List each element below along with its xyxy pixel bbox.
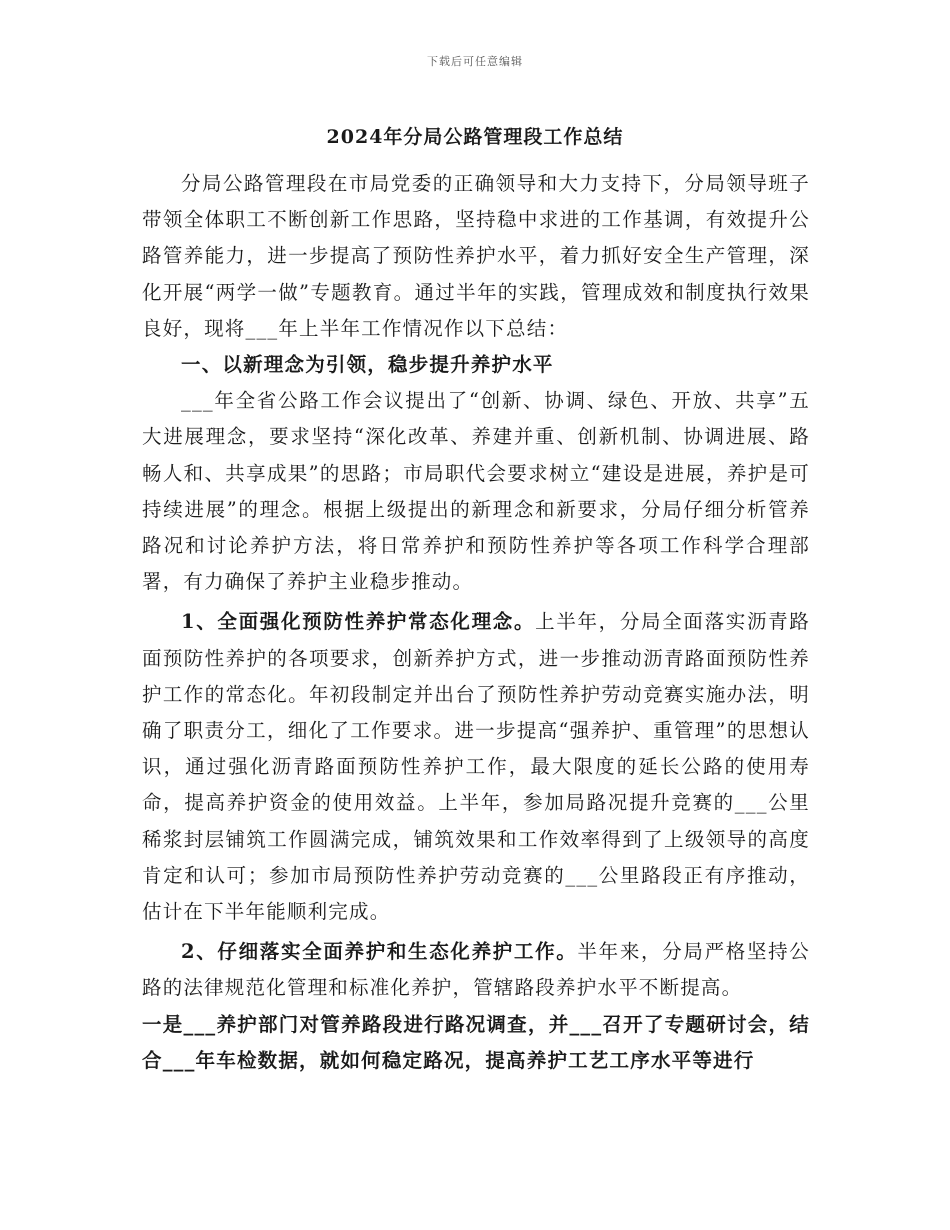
item-2-paragraph [142,934,810,1006]
page-header-note: 下载后可任意编辑 [427,55,523,68]
item-1-body: 上半年，分局全面落实沥青路面预防性养护的各项要求，创新养护方式，进一步推动沥青路面预防性养护工作的常态化。年初段制定并出台了预防性养护劳动竞赛实施办法，明确了职责分工，细化了工作要求。进一步提高“强养护、重管理”的思想认识，通过强化沥青路面预防性养护工作，最大限度的延长公路的使用寿命，提高养护资金的使用效益。上半年，参加局路况提升竞赛的___公里稀浆封层铺筑工作圆满完成，铺筑效果和工作效率得到了上级领导的高度肯定和认可；参加市局预防性养护劳动竞赛的___公里路段正有序推动，估计在下半年能顺利完成。 [142,610,811,924]
document-title: 2024年分局公路管理段工作总结 [326,126,624,148]
intro-paragraph: 分局公路管理段在市局党委的正确领导和大力支持下，分局领导班子带领全体职工不断创新工作思路，坚持稳中求进的工作基调，有效提升公路管养能力，进一步提高了预防性养护水平，着力抓好安全生产管理，深化开展“两学一做”专题教育。通过半年的实践，管理成效和制度执行效果良好，现将___年上半年工作情况作以下总结： [142,172,810,340]
item-1-paragraph [142,604,810,930]
item-2-bold-paragraph: 一是___养护部门对管养路段进行路况调查，并___召开了专题研讨会，结合___年车检数据，就如何稳定路况，提高养护工艺工序水平等进行 [142,1012,810,1072]
item-2-lead: 2、仔细落实全面养护和生态化养护工作。 [181,940,578,964]
item-1-lead: 1、全面强化预防性养护常态化理念。 [181,610,536,634]
section-1-paragraph: ___年全省公路工作会议提出了“创新、协调、绿色、开放、共享”五大进展理念，要求坚持“深化改革、养建并重、创新机制、协调进展、路畅人和、共享成果”的思路；市局职代会要求树立“建设是进展，养护是可持续进展”的理念。根据上级提出的新理念和新要求，分局仔细分析管养路况和讨论养护方法，将日常养护和预防性养护等各项工作科学合理部署，有力确保了养护主业稳步推动。 [142,389,810,594]
document-body [142,166,810,1079]
section-1-heading: 一、以新理念为引领，稳步提升养护水平 [181,353,554,377]
item-2-body: 半年来，分局严格坚持公路的法律规范化管理和标准化养护，管辖路段养护水平不断提高。 [142,940,811,1000]
